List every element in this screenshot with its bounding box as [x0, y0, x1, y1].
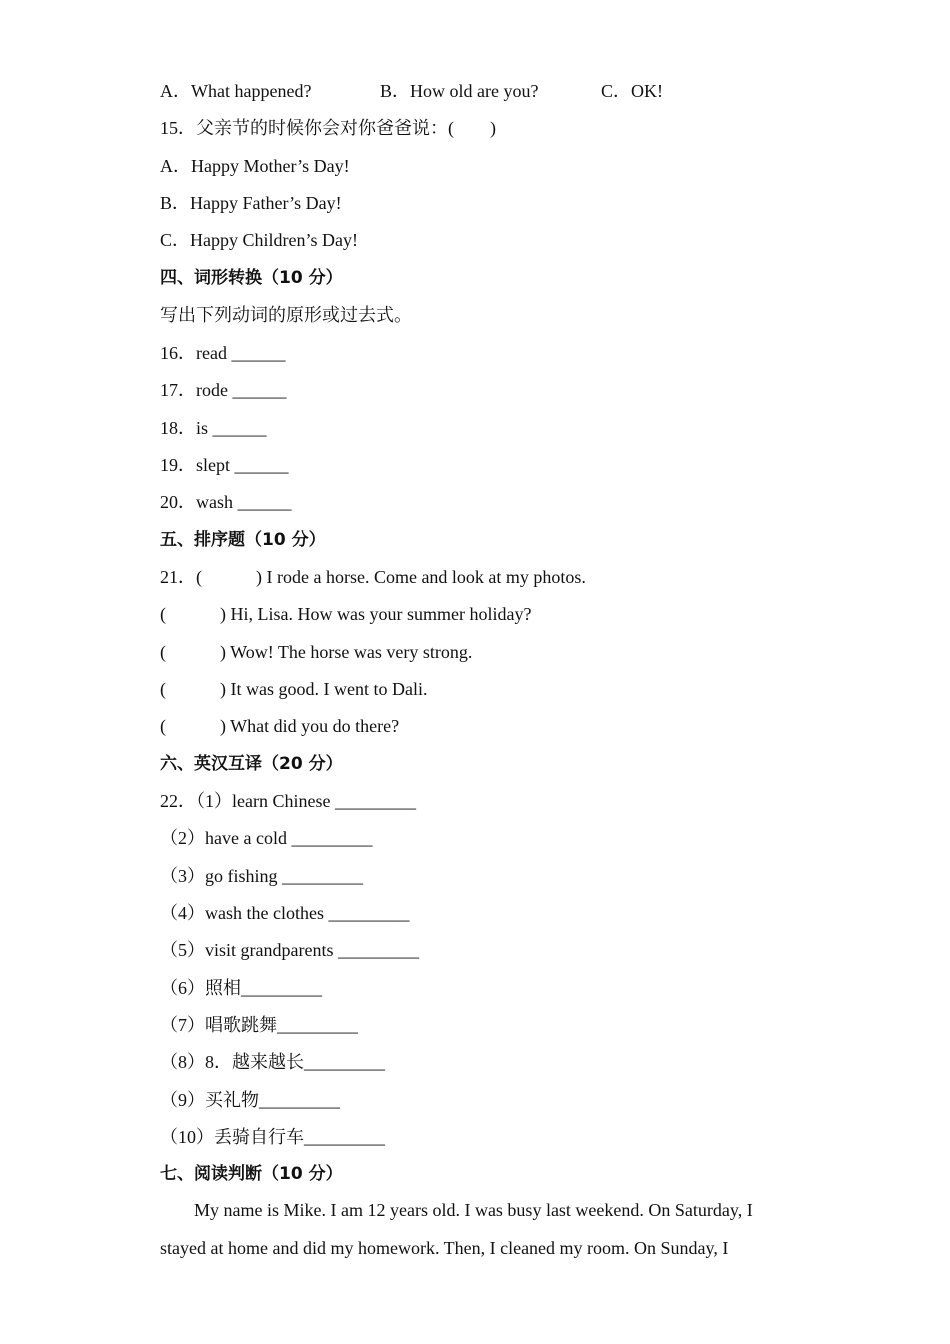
translation-item: （4）wash the clothes _________ — [160, 903, 410, 923]
translation-item: （6）照相_________ — [160, 978, 322, 998]
q14-option-b: B．How old are you? — [380, 81, 539, 101]
translation-item: （9）买礼物_________ — [160, 1090, 340, 1110]
ordering-item: ( ) Hi, Lisa. How was your summer holiday? — [160, 604, 532, 624]
translation-item: （3）go fishing _________ — [160, 866, 364, 886]
question-16: 16．read ______ — [160, 343, 286, 363]
question-18: 18．is ______ — [160, 418, 267, 438]
translation-item: （5）visit grandparents _________ — [160, 940, 419, 960]
q15-option-b: B．Happy Father’s Day! — [160, 193, 342, 213]
section6-title: 六、英汉互译（20 分） — [160, 754, 343, 774]
translation-item: （10）丢骑自行车_________ — [160, 1127, 385, 1147]
ordering-item: ( ) Wow! The horse was very strong. — [160, 642, 473, 662]
section7-title: 七、阅读判断（10 分） — [160, 1164, 343, 1184]
reading-passage: My name is Mike. I am 12 years old. I was busy last weekend. On Saturday, I stayed at home and did my homework. Then, I cleaned my room. On Sunday, I — [160, 1200, 753, 1258]
ordering-item: 21．( ) I rode a horse. Come and look at my photos. — [160, 567, 586, 587]
section4-instruction: 写出下列动词的原形或过去式。 — [160, 305, 412, 325]
q14-options — [160, 80, 800, 102]
question-19: 19．slept ______ — [160, 455, 289, 475]
translation-item: （2）have a cold _________ — [160, 828, 373, 848]
question-20: 20．wash ______ — [160, 492, 292, 512]
translation-item: （8）8．越来越长_________ — [160, 1052, 385, 1072]
section4-title: 四、词形转换（10 分） — [160, 268, 343, 288]
ordering-item: ( ) What did you do there? — [160, 716, 400, 736]
question-17: 17．rode ______ — [160, 380, 287, 400]
section5-title: 五、排序题（10 分） — [160, 530, 326, 550]
translation-item: 22．（1）learn Chinese _________ — [160, 791, 416, 811]
ordering-item: ( ) It was good. I went to Dali. — [160, 679, 428, 699]
q15-option-c: C．Happy Children’s Day! — [160, 230, 358, 250]
translation-item: （7）唱歌跳舞_________ — [160, 1015, 358, 1035]
q14-option-a: A．What happened? — [160, 81, 312, 101]
q15-stem: 15．父亲节的时候你会对你爸爸说：( ) — [160, 118, 496, 138]
q15-option-a: A．Happy Mother’s Day! — [160, 156, 350, 176]
q14-option-c: C．OK! — [601, 81, 663, 101]
